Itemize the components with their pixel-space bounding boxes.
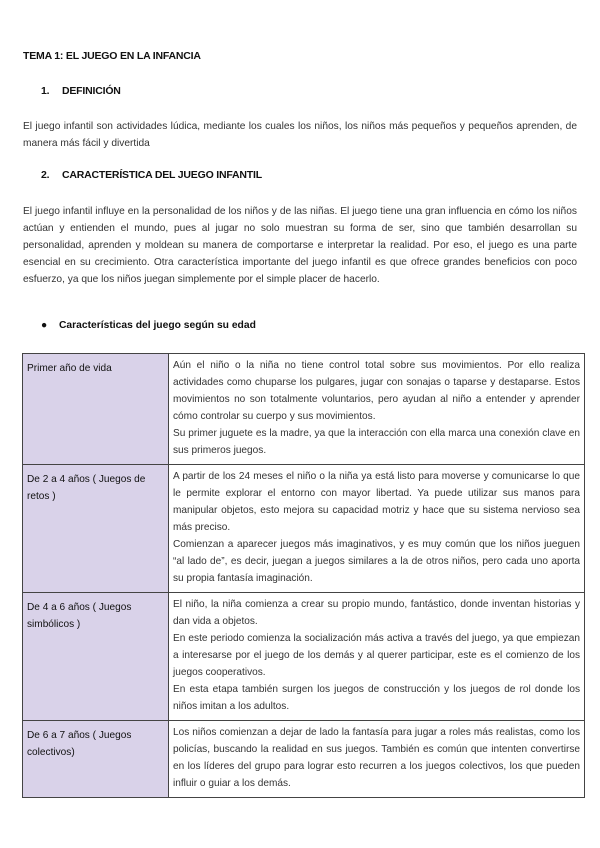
bullet-item (41, 320, 256, 331)
bullet-dot-icon: ● (41, 320, 48, 331)
description-paragraph: En este periodo comienza la socialización más activa a través del juego, ya que empiezan a interesarse por el juego de los demás y al querer participar, este es el comienzo de los juegos cooperativos. (173, 633, 580, 678)
table-row (23, 465, 585, 593)
description-paragraph: El niño, la niña comienza a crear su propio mundo, fantástico, donde inventan historias y dan vida a objetos. (173, 599, 580, 627)
description-cell (169, 721, 585, 798)
age-cell: Primer año de vida (23, 354, 169, 465)
description-paragraph: En esta etapa también surgen los juegos de construcción y los juegos de rol donde los niños imitan a los adultos. (173, 684, 580, 712)
section-heading-text: DEFINICIÓN (62, 85, 121, 97)
characteristics-paragraph: El juego infantil influye en la personalidad de los niños y de las niñas. El juego tiene una gran influencia en cómo los niños actúan y entienden el mundo, pues al jugar no solo muestran su forma de ser, sino que también desarrollan su personalidad, aprenden y moldean su manera de comportarse e interpretar la realidad. Por eso, el juego es una parte esencial en su crecimiento. Otra característica importante del juego infantil es que ofrece grandes beneficios con poco esfuerzo, ya que los niños juegan simplemente por el simple placer de hacerlo. (23, 206, 577, 285)
definition-paragraph: El juego infantil son actividades lúdica, mediante los cuales los niños, los niños más pequeños y pequeños aprenden, de manera más fácil y divertida (23, 121, 577, 149)
section-number: 2. (41, 169, 50, 181)
description-paragraph: Los niños comienzan a dejar de lado la fantasía para jugar a roles más realistas, como los policías, buscando la realidad en sus juegos. También es común que intenten convertirse en los líderes del grupo para lograr esto recurren a los juegos colectivos, los que pueden influir o guiar a los demás. (173, 727, 580, 789)
age-cell: De 6 a 7 años ( Juegos colectivos) (23, 721, 169, 798)
section-heading-text: CARACTERÍSTICA DEL JUEGO INFANTIL (62, 169, 262, 181)
description-cell (169, 593, 585, 721)
table-row (23, 593, 585, 721)
description-paragraph: Su primer juguete es la madre, ya que la interacción con ella marca una conexión clave en sus primeros juegos. (173, 428, 580, 456)
page-title: TEMA 1: EL JUEGO EN LA INFANCIA (23, 50, 201, 62)
section-heading-definicion (41, 85, 121, 97)
table-row (23, 354, 585, 465)
bullet-text: Características del juego según su edad (59, 320, 256, 331)
description-paragraph: Aún el niño o la niña no tiene control total sobre sus movimientos. Por ello realiza actividades como chuparse los pulgares, jugar con sonajas o taparse y destaparse. Estos movimientos no son totalmente voluntarios, pero ayudan al niño a entender y aprender cómo controlar su cuerpo y sus movimientos. (173, 360, 580, 422)
description-paragraph: Comienzan a aparecer juegos más imaginativos, y es muy común que los niños jueguen “al lado de”, es decir, juegan a juegos similares a la de otros niños, pero cada uno aporta su propia fantasía imaginación. (173, 539, 580, 584)
age-cell: De 2 a 4 años ( Juegos de retos ) (23, 465, 169, 593)
description-cell (169, 354, 585, 465)
section-number: 1. (41, 85, 50, 97)
age-characteristics-table (22, 353, 585, 798)
table-row (23, 721, 585, 798)
description-paragraph: A partir de los 24 meses el niño o la niña ya está listo para moverse y comunicarse lo que le permite explorar el entorno con mayor libertad. Ya puede utilizar sus manos para manipular objetos, esto mejora su capacidad motriz y hace que su sistema nervioso sea más preciso. (173, 471, 580, 533)
section-heading-caracteristica (41, 169, 262, 181)
age-cell: De 4 a 6 años ( Juegos simbólicos ) (23, 593, 169, 721)
description-cell (169, 465, 585, 593)
